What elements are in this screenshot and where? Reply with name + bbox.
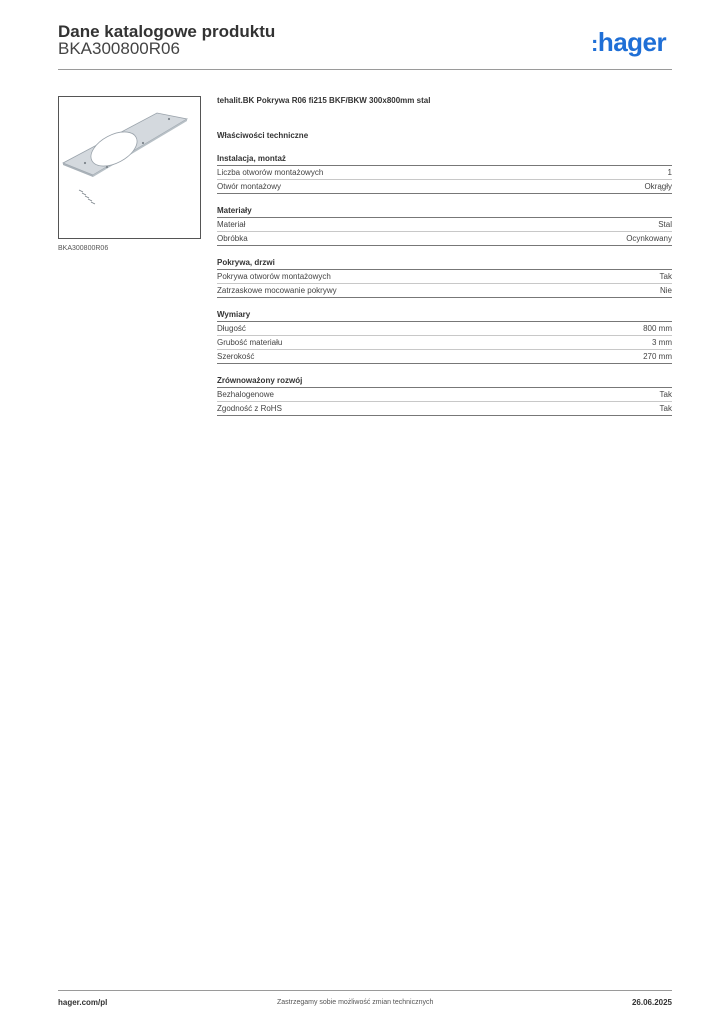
- spec-value: 800 mm: [643, 324, 672, 333]
- spec-row: [217, 270, 672, 284]
- spec-label: Pokrywa otworów montażowych: [217, 272, 331, 281]
- section-installation: [217, 152, 672, 194]
- footer-notice: Zastrzegamy sobie możliwość zmian technicznych: [277, 999, 434, 1006]
- product-details: [217, 96, 672, 426]
- spec-row: [217, 218, 672, 232]
- section-materials: [217, 204, 672, 246]
- product-code: BKA300800R06: [58, 39, 180, 58]
- section-title: Instalacja, montaż: [217, 152, 672, 166]
- section-title: Wymiary: [217, 308, 672, 322]
- logo-text: hager: [597, 27, 667, 57]
- spec-row: [217, 388, 672, 402]
- properties-heading: Właściwości techniczne: [217, 131, 309, 140]
- spec-value: 1: [667, 168, 672, 177]
- footer-divider: [58, 990, 672, 991]
- spec-label: Otwór montażowy: [217, 182, 282, 191]
- spec-value: Ocynkowany: [626, 234, 672, 243]
- spec-value: Stal: [658, 220, 672, 229]
- spec-row: [217, 402, 672, 416]
- spec-row: [217, 232, 672, 246]
- section-title: Materiały: [217, 204, 672, 218]
- spec-value: Okrągły: [644, 182, 672, 191]
- header-divider: [58, 69, 672, 70]
- spec-label: Bezhalogenowe: [217, 390, 274, 399]
- product-image: [58, 96, 201, 239]
- spec-row: [217, 322, 672, 336]
- section-sustainability: [217, 374, 672, 416]
- spec-label: Szerokość: [217, 352, 255, 361]
- section-title: Pokrywa, drzwi: [217, 256, 672, 270]
- spec-label: Grubość materiału: [217, 338, 283, 347]
- spec-row: [217, 284, 672, 298]
- spec-label: Liczba otworów montażowych: [217, 168, 324, 177]
- spec-value: 270 mm: [643, 352, 672, 361]
- spec-value: Nie: [659, 286, 672, 295]
- spec-value: Tak: [659, 404, 672, 413]
- spec-label: Długość: [217, 324, 246, 333]
- section-cover: [217, 256, 672, 298]
- spec-label: Zatrzaskowe mocowanie pokrywy: [217, 286, 337, 295]
- spec-label: Zgodność z RoHS: [217, 404, 282, 413]
- section-title: Zrównoważony rozwój: [217, 374, 672, 388]
- spec-row: [217, 336, 672, 350]
- product-name: tehalit.BK Pokrywa R06 fi215 BKF/BKW 300x800mm stal: [217, 96, 431, 105]
- document-title: Dane katalogowe produktu: [58, 22, 276, 41]
- spec-value: Tak: [659, 272, 672, 281]
- footer-date: 26.06.2025: [631, 998, 672, 1007]
- image-caption: BKA300800R06: [58, 245, 109, 252]
- section-dimensions: [217, 308, 672, 364]
- hager-logo: :hager: [591, 27, 667, 57]
- spec-value: 3 mm: [652, 338, 672, 347]
- spec-row: [217, 180, 672, 194]
- spec-value: Tak: [659, 390, 672, 399]
- spec-label: Obróbka: [217, 234, 248, 243]
- spec-row: [217, 166, 672, 180]
- footer-website-link[interactable]: hager.com/pl: [58, 998, 108, 1007]
- spec-label: Materiał: [217, 220, 246, 229]
- spec-row: [217, 350, 672, 364]
